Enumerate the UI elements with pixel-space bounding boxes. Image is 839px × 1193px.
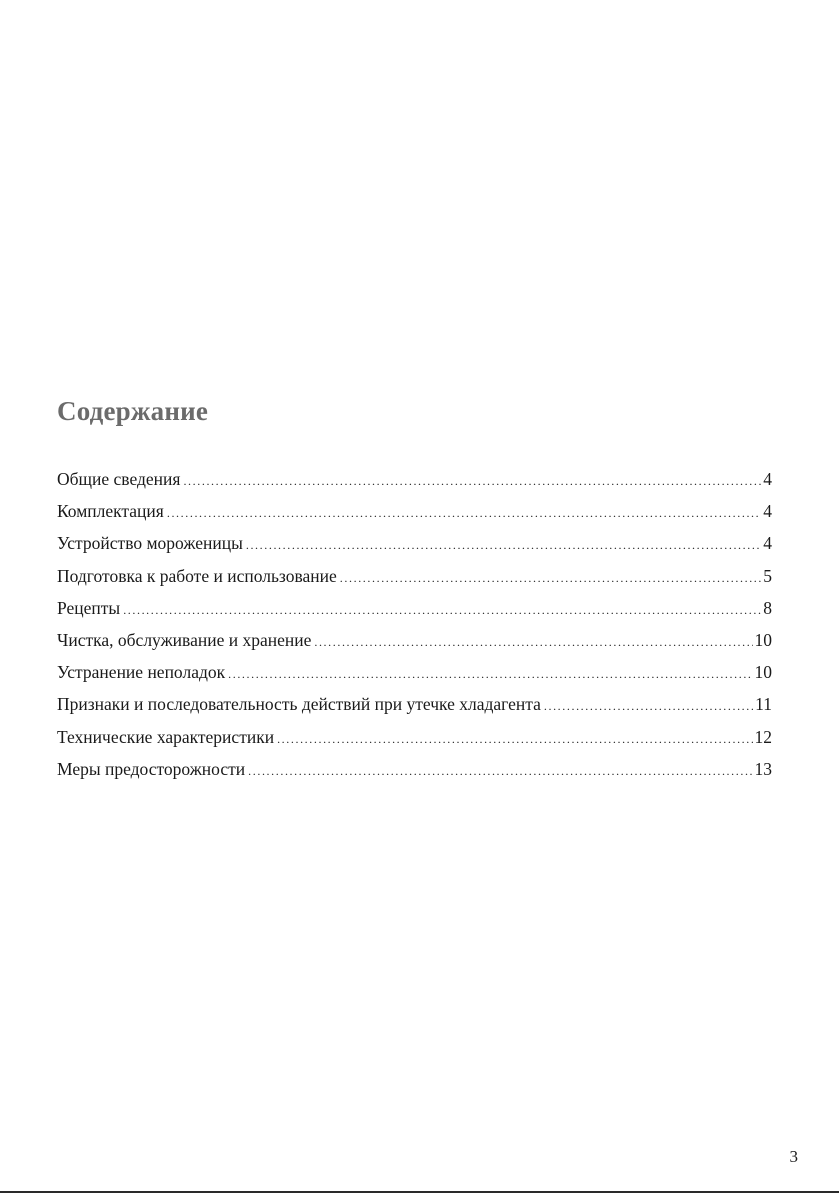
toc-entry-label: Чистка, обслуживание и хранение [57, 629, 312, 650]
toc-entry-page: 11 [755, 694, 772, 715]
toc-entry-label: Меры предосторожности [57, 758, 246, 779]
toc-entry-label: Общие сведения [57, 469, 181, 489]
page-number: 3 [789, 1147, 798, 1166]
toc-entry-page: 8 [763, 597, 772, 618]
table-of-contents [57, 463, 772, 785]
toc-entry-label: Подготовка к работе и использование [57, 565, 337, 586]
toc-entry-page: 13 [754, 758, 772, 779]
toc-entry-page: 10 [754, 629, 772, 650]
toc-entry-label: Технические характеристики [57, 726, 275, 747]
toc-entry-page: 10 [754, 662, 772, 683]
toc-entry-label: Устранение неполадок [57, 662, 226, 683]
dot-leader [340, 562, 761, 592]
toc-entry-label: Признаки и последовательность действий при утечке хладагента [57, 694, 541, 715]
toc-entry-safety-precautions[interactable] [57, 753, 772, 785]
toc-entry-page: 4 [763, 533, 772, 554]
toc-entry-contents-of-package[interactable] [57, 495, 772, 527]
toc-entry-preparation-and-use[interactable] [57, 560, 772, 592]
dot-leader [228, 658, 752, 688]
toc-entry-label: Рецепты [57, 597, 121, 618]
toc-entry-troubleshooting[interactable] [57, 656, 772, 688]
toc-entry-specifications[interactable] [57, 721, 772, 753]
dot-leader [123, 594, 761, 624]
dot-leader [277, 723, 752, 753]
toc-entry-label: Комплектация [57, 501, 164, 522]
toc-entry-refrigerant-leak[interactable] [57, 688, 772, 720]
toc-entry-general-info[interactable] [57, 463, 772, 495]
toc-title: Содержание [57, 396, 209, 426]
toc-entry-cleaning-and-storage[interactable] [57, 624, 772, 656]
toc-entry-page: 12 [754, 726, 772, 747]
toc-entry-device-description[interactable] [57, 527, 772, 559]
dot-leader [167, 497, 761, 527]
dot-leader [248, 755, 752, 785]
toc-entry-label: Устройство мороженицы [57, 533, 243, 554]
toc-entry-page: 4 [763, 501, 772, 522]
toc-entry-page: 4 [763, 469, 772, 489]
toc-entry-page: 5 [763, 565, 772, 586]
dot-leader [544, 690, 753, 720]
dot-leader [183, 465, 761, 495]
dot-leader [314, 626, 752, 656]
dot-leader [246, 529, 761, 559]
toc-entry-recipes[interactable] [57, 592, 772, 624]
